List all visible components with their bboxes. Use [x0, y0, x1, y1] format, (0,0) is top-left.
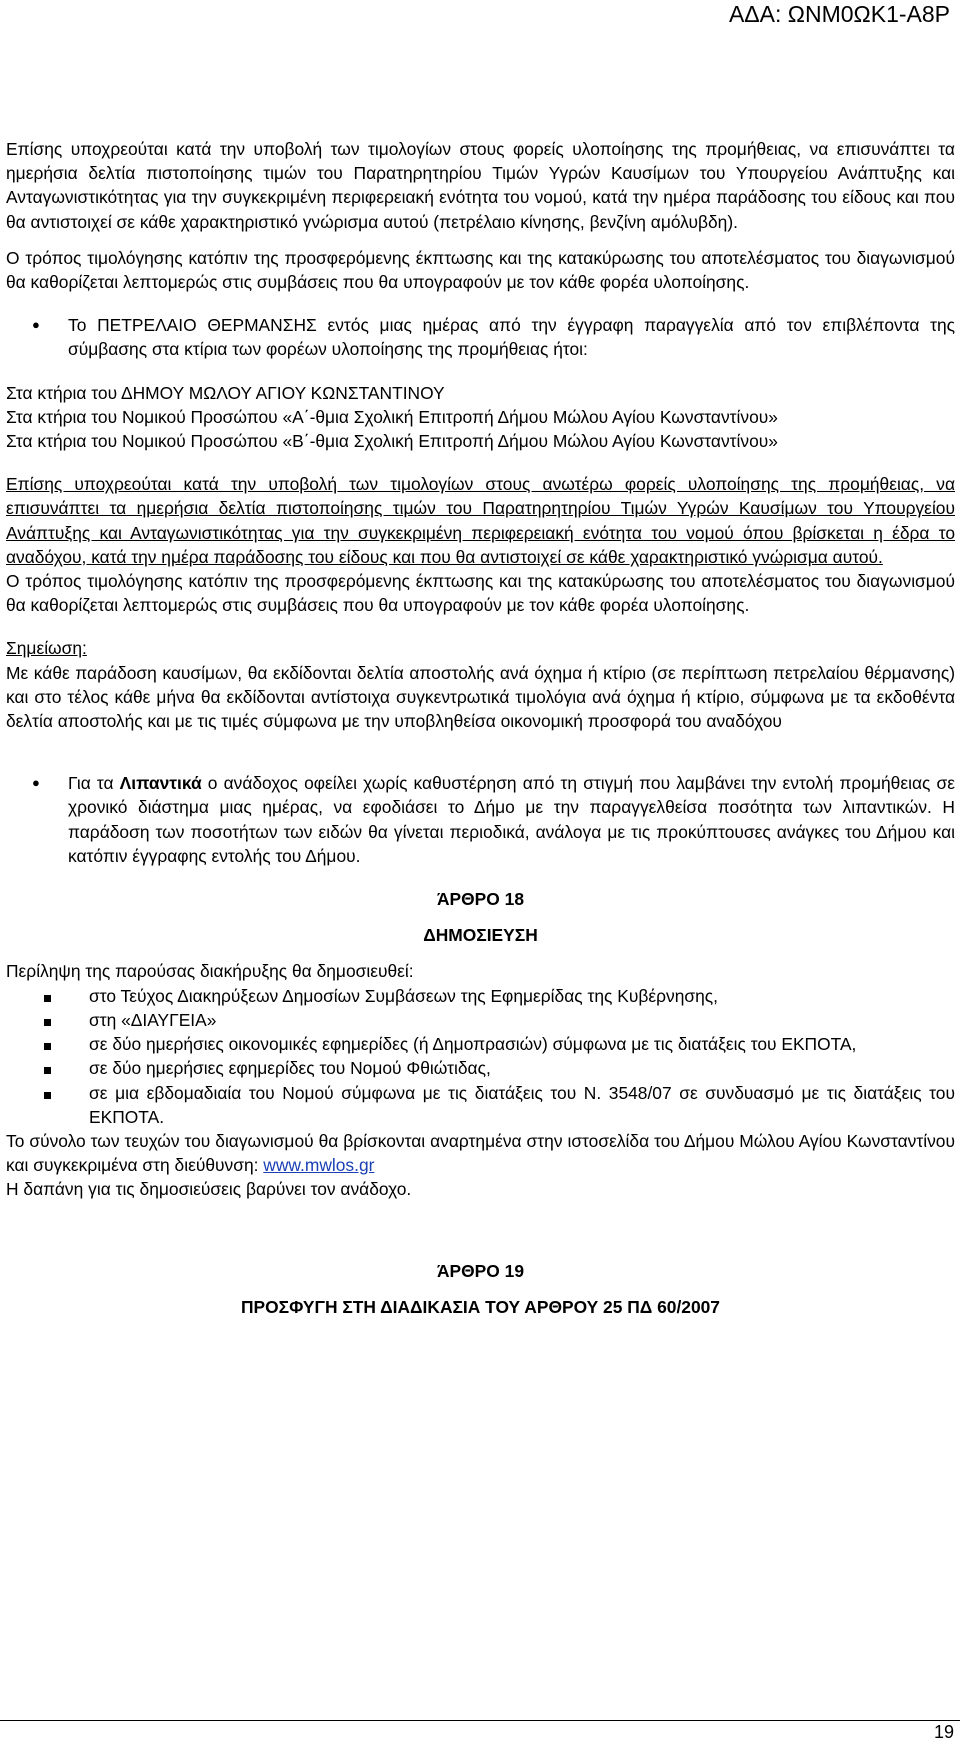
lubricants-bold: Λιπαντικά — [119, 773, 202, 794]
article-18-title: ΆΡΘΡΟ 18 — [437, 889, 524, 910]
paragraph-invoice-requirement: Επίσης υποχρεούται κατά την υποβολή των τιμολογίων στους φορείς υλοποίησης της προμήθειας, να επισυνάπτει τα ημερήσια δελτία πιστοποίησης τιμών του Παρατηρητηρίου Τιμών Υγρών Καυσίμων του Υπουργείου Ανάπτυξης και Ανταγωνιστικότητας για την συγκεκριμένη περιφερειακή ενότητα του νομού, κατά την ημέρα παράδοσης του είδους και που θα αντιστοιχεί σε κάθε χαρακτηριστικό γνώρισμα αυτού (πετρέλαιο κίνησης, βενζίνη αμόλυβδη). — [6, 139, 955, 232]
summary-item: στο Τεύχος Διακηρύξεων Δημοσίων Συμβάσεων της Εφημερίδας της Κυβέρνησης, — [6, 984, 955, 1008]
paragraph-pricing-method: Ο τρόπος τιμολόγησης κατόπιν της προσφερόμενης έκπτωσης και της κατακύρωσης του αποτελέσματος του διαγωνισμού θα καθορίζεται λεπτομερώς στις συμβάσεις που θα υπογραφούν με τον κάθε φορέα υλοποίησης. — [6, 247, 955, 293]
building-line-2: Στα κτήρια του Νομικού Προσώπου «Α΄-θμια Σχολική Επιτροπή Δήμου Μώλου Αγίου Κωνσταντίνου» — [6, 406, 778, 427]
summary-item: στη «ΔΙΑΥΓΕΙΑ» — [6, 1008, 955, 1032]
article-19-title: ΆΡΘΡΟ 19 — [437, 1260, 524, 1281]
page-number: 19 — [933, 1722, 954, 1742]
bullet-dot-icon: ● — [32, 317, 40, 333]
bullet-lubricants-text: Για τα Λιπαντικά ο ανάδοχος οφείλει χωρίς καθυστέρηση από τη στιγμή που λαμβάνει την εντολή προμήθειας σε χρονικό διάστημα μιας ημέρας, να εφοδιάσει το Δήμο με την παραγγελθείσα ποσότητα των λιπαντικών. Η παράδοση των ποσοτήτων των ειδών θα γίνεται περιοδικά, ανάλογα με τις προκύπτουσες ανάγκες του Δήμου και κατόπιν έγγραφης εντολής του Δήμου. — [68, 773, 955, 866]
document-body — [6, 137, 955, 1319]
article-18-subtitle: ΔΗΜΟΣΙΕΥΣΗ — [423, 925, 538, 946]
summary-item: σε μια εβδομαδιαία του Νομού σύμφωνα με τις διατάξεις του Ν. 3548/07 σε συνδυασμό με τις διατάξεις του ΕΚΠΟΤΑ. — [6, 1081, 955, 1129]
bullet-heating-oil — [6, 313, 955, 361]
ada-code: ΑΔΑ: ΩΝΜ0ΩΚ1-Α8Ρ — [728, 1, 950, 27]
article-19-subtitle: ΠΡΟΣΦΥΓΗ ΣΤΗ ΔΙΑΔΙΚΑΣΙΑ ΤΟΥ ΑΡΘΡΟΥ 25 ΠΔ 60/2007 — [241, 1296, 720, 1317]
footer-rule — [0, 1720, 960, 1721]
paragraph-pricing-method-2: Ο τρόπος τιμολόγησης κατόπιν της προσφερόμενης έκπτωσης και της κατακύρωσης του αποτελέσματος του διαγωνισμού θα καθορίζεται λεπτομερώς στις συμβάσεις που θα υπογραφούν με τον κάθε φορέα υλοποίησης. — [6, 571, 955, 616]
bullet-heating-oil-text: Το ΠΕΤΡΕΛΑΙΟ ΘΕΡΜΑΝΣΗΣ εντός μιας ημέρας από την έγγραφη παραγγελία από τον επιβλέποντα της σύμβασης στα κτίρια των φορέων υλοποίησης της προμήθειας ήτοι: — [68, 315, 955, 360]
building-line-3: Στα κτήρια του Νομικού Προσώπου «Β΄-θμια Σχολική Επιτροπή Δήμου Μώλου Αγίου Κωνσταντίνου» — [6, 431, 778, 452]
building-line-1: Στα κτήρια του ΔΗΜΟΥ ΜΩΛΟΥ ΑΓΙΟΥ ΚΩΝΣΤΑΝΤΙΝΟΥ — [6, 382, 445, 403]
note-label: Σημείωση: — [6, 638, 87, 659]
square-bullet-icon — [6, 984, 89, 1008]
square-bullet-icon — [6, 1056, 89, 1080]
note-text: Με κάθε παράδοση καυσίμων, θα εκδίδονται δελτία αποστολής ανά όχημα ή κτίριο (σε περίπτωση πετρελαίου θέρμανσης) και στο τέλος κάθε μήνα θα εκδίδονται αντίστοιχα συγκεντρωτικά τιμολόγια ανά όχημα ή κτίριο, σύμφωνα με τα εκδοθέντα δελτία αποστολής και με τις τιμές σύμφωνα με την υποβληθείσα οικονομική προσφορά του αναδόχου — [6, 662, 955, 732]
square-bullet-icon — [6, 1032, 89, 1056]
bullet-dot-icon: ● — [32, 775, 40, 791]
website-paragraph: Το σύνολο των τευχών του διαγωνισμού θα βρίσκονται αναρτημένα στην ιστοσελίδα του Δήμου Μώλου Αγίου Κωνσταντίνου και συγκεκριμένα στη διεύθυνση: www.mwlos.gr — [6, 1130, 955, 1176]
summary-item: σε δύο ημερήσιες εφημερίδες του Νομού Φθιώτιδας, — [6, 1056, 955, 1080]
square-bullet-icon — [6, 1008, 89, 1032]
paragraph-invoice-requirement-underlined: Επίσης υποχρεούται κατά την υποβολή των τιμολογίων στους ανωτέρω φορείς υλοποίησης της προμήθειας, να επισυνάπτει τα ημερήσια δελτία πιστοποίησης τιμών του Παρατηρητηρίου Τιμών Υγρών Καυσίμων του Υπουργείου Ανάπτυξης και Ανταγωνιστικότητας για την συγκεκριμένη περιφερειακή ενότητα του νομού όπου βρίσκεται η έδρα το αναδόχου, κατά την ημέρα παράδοσης του είδους και που θα αντιστοιχεί σε κάθε χαρακτηριστικό γνώρισμα αυτού. — [6, 474, 955, 567]
bullet-lubricants — [6, 771, 955, 868]
summary-intro: Περίληψη της παρούσας διακήρυξης θα δημοσιευθεί: — [6, 961, 414, 982]
square-bullet-icon — [6, 1081, 89, 1105]
cost-paragraph: Η δαπάνη για τις δημοσιεύσεις βαρύνει τον ανάδοχο. — [6, 1179, 412, 1200]
summary-item: σε δύο ημερήσιες οικονομικές εφημερίδες (ή Δημοπρασιών) σύμφωνα με τις διατάξεις του ΕΚΠΟΤΑ, — [6, 1032, 955, 1056]
website-link[interactable]: www.mwlos.gr — [263, 1155, 375, 1176]
